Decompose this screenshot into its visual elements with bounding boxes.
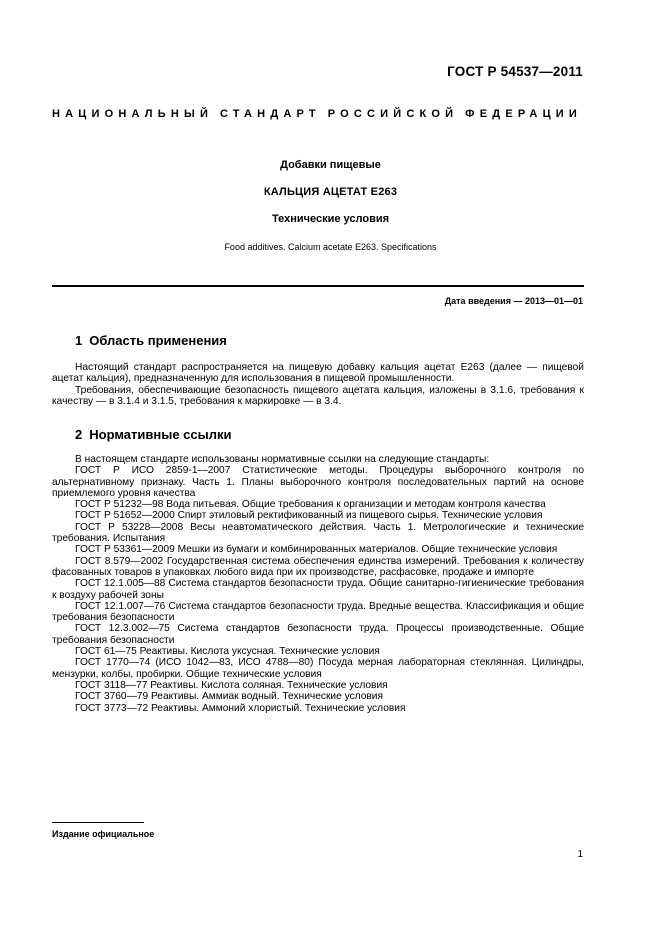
section-number: 2 bbox=[75, 427, 83, 442]
standard-number: ГОСТ Р 54537—2011 bbox=[447, 64, 583, 79]
document-spec: Технические условия bbox=[271, 213, 390, 225]
reference-item: ГОСТ 1770—74 (ИСО 1042—83, ИСО 4788—80) Посуда мерная лабораторная стеклянная. Цилиндры, мензурки, колбы, пробирки. Общие технические условия bbox=[52, 657, 584, 680]
footer-rule bbox=[52, 822, 144, 823]
reference-item: ГОСТ Р 51652—2000 Спирт этиловый ректификованный из пищевого сырья. Технические условия bbox=[75, 510, 543, 522]
reference-item: ГОСТ Р 51232—98 Вода питьевая. Общие требования к организации и методам контроля качества bbox=[75, 499, 546, 511]
official-edition-label: Издание официальное bbox=[52, 829, 155, 839]
reference-item: ГОСТ 3760—79 Реактивы. Аммиак водный. Технические условия bbox=[75, 691, 384, 703]
reference-item: ГОСТ Р 53228—2008 Весы неавтоматического действия. Часть 1. Метрологические и технические требования. Испытания bbox=[52, 521, 584, 545]
reference-item: ГОСТ 3118—77 Реактивы. Кислота соляная. Технические условия bbox=[75, 679, 388, 691]
document-subject: Добавки пищевые bbox=[280, 159, 381, 171]
paragraph: Требования, обеспечивающие безопасность пищевого ацетата кальция, изложены в 3.1.6, требования к качеству — в 3.1.4 и 3.1.5, требования к маркировке — в 3.4. bbox=[52, 384, 584, 407]
paragraph: Настоящий стандарт распространяется на пищевую добавку кальция ацетат Е263 (далее — пищевой ацетат кальция), предназначенную для использования в пищевой промышленности. bbox=[52, 362, 584, 385]
section-number: 1 bbox=[75, 333, 83, 348]
reference-item: ГОСТ 12.1.005—88 Система стандартов безопасности труда. Общие санитарно-гигиенические требования к воздуху рабочей зоны bbox=[52, 578, 584, 601]
standard-banner bbox=[52, 108, 582, 120]
english-title: Food additives. Calcium acetate E263. Specifications bbox=[224, 242, 437, 252]
section-body bbox=[52, 362, 584, 407]
section-title: Область применения bbox=[89, 333, 227, 348]
section-title: Нормативные ссылки bbox=[89, 427, 232, 442]
section-heading bbox=[75, 427, 231, 442]
banner-word: СТАНДАРТ bbox=[219, 108, 321, 120]
page-number: 1 bbox=[577, 849, 583, 860]
reference-item: ГОСТ Р 53361—2009 Мешки из бумаги и комбинированных материалов. Общие технические условия bbox=[75, 544, 558, 556]
paragraph: В настоящем стандарте использованы нормативные ссылки на следующие стандарты: bbox=[75, 454, 490, 465]
section-body bbox=[52, 454, 584, 714]
banner-word: РОССИЙСКОЙ bbox=[327, 108, 459, 120]
introduction-date: Дата введения — 2013—01—01 bbox=[444, 296, 583, 306]
banner-word: ФЕДЕРАЦИИ bbox=[465, 108, 583, 120]
reference-item: ГОСТ 61—75 Реактивы. Кислота уксусная. Технические условия bbox=[75, 646, 380, 658]
title-divider bbox=[52, 285, 584, 287]
document-title: КАЛЬЦИЯ АЦЕТАТ Е263 bbox=[263, 186, 398, 198]
section-heading bbox=[75, 333, 227, 348]
banner-word: НАЦИОНАЛЬНЫЙ bbox=[52, 108, 214, 120]
reference-item: ГОСТ 3773—72 Реактивы. Аммоний хлористый. Технические условия bbox=[75, 702, 406, 714]
reference-item: ГОСТ 12.1.007—76 Система стандартов безопасности труда. Вредные вещества. Классификация и общие требования безопасности bbox=[52, 600, 584, 624]
reference-item: ГОСТ Р ИСО 2859-1—2007 Статистические методы. Процедуры выборочного контроля по альтернативному признаку. Часть 1. Планы выборочного контроля последовательных партий на основе приемлемого уровня качества bbox=[52, 465, 584, 499]
reference-item: ГОСТ 12.3.002—75 Система стандартов безопасности труда. Процессы производственные. Общие требования безопасности bbox=[52, 623, 584, 646]
reference-item: ГОСТ 8.579—2002 Государственная система обеспечения единства измерений. Требования к количеству фасованных товаров в упаковках любого вида при их производстве, расфасовке, продаже и импорте bbox=[52, 555, 584, 578]
